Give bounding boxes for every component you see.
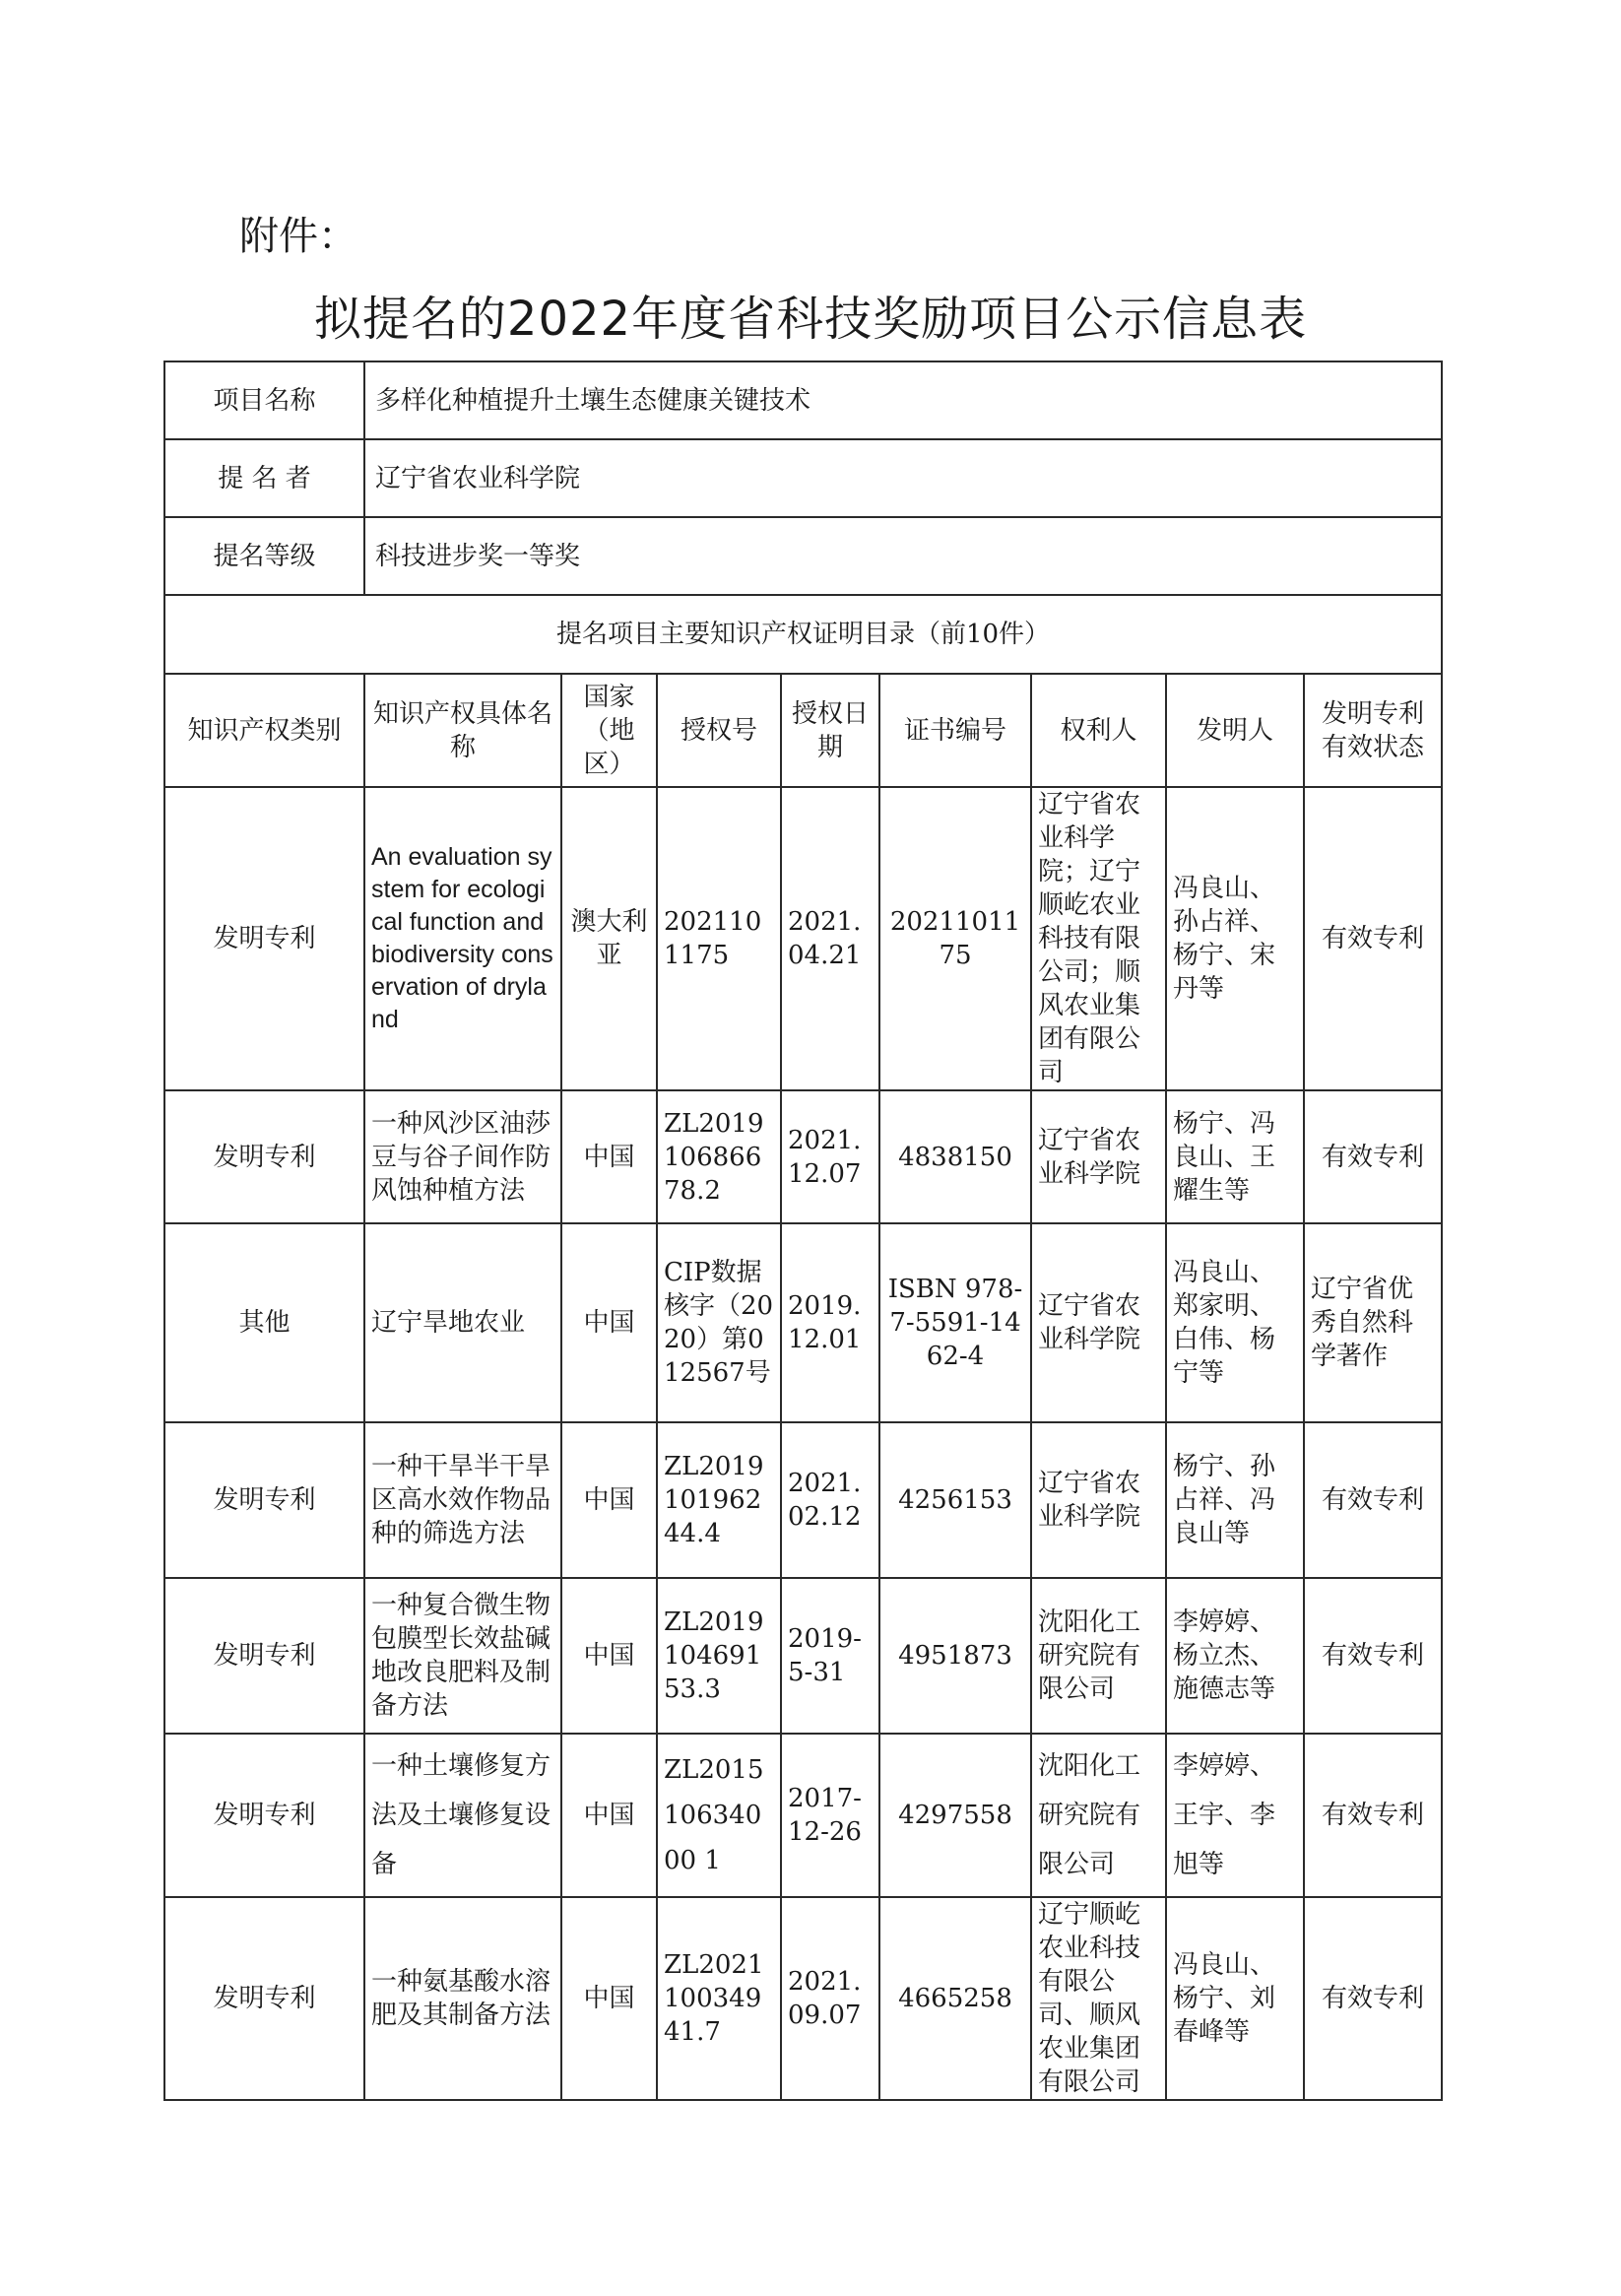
- status: 有效专利: [1304, 1897, 1442, 2100]
- inventors: 冯良山、郑家明、白伟、杨宁等: [1166, 1223, 1304, 1422]
- auth-date: 2021.04.21: [781, 787, 879, 1090]
- section-row: [164, 595, 1442, 674]
- status: 有效专利: [1304, 1090, 1442, 1223]
- ip-name: 一种风沙区油莎豆与谷子间作防风蚀种植方法: [364, 1090, 561, 1223]
- table-row: [164, 1223, 1442, 1422]
- info-row: [164, 361, 1442, 439]
- cert-number: 2021101175: [879, 787, 1031, 1090]
- column-header: 国家（地区）: [561, 674, 657, 787]
- inventors: 李婷婷、杨立杰、施德志等: [1166, 1578, 1304, 1734]
- owner: 沈阳化工研究院有限公司: [1031, 1578, 1166, 1734]
- inventors: 冯良山、杨宁、刘春峰等: [1166, 1897, 1304, 2100]
- info-value: 辽宁省农业科学院: [364, 439, 1442, 517]
- auth-number: ZL201910686678.2: [657, 1090, 781, 1223]
- info-label: 项目名称: [164, 361, 364, 439]
- country: 澳大利亚: [561, 787, 657, 1090]
- ip-type: 其他: [164, 1223, 364, 1422]
- auth-number: ZL201910196244.4: [657, 1422, 781, 1578]
- table-row: [164, 1090, 1442, 1223]
- table-row: [164, 787, 1442, 1090]
- auth-number: 2021101175: [657, 787, 781, 1090]
- status: 辽宁省优秀自然科学著作: [1304, 1223, 1442, 1422]
- auth-date: 2019-5-31: [781, 1578, 879, 1734]
- ip-type: 发明专利: [164, 1734, 364, 1897]
- column-header: 知识产权类别: [164, 674, 364, 787]
- column-header: 发明专利有效状态: [1304, 674, 1442, 787]
- info-row: [164, 439, 1442, 517]
- cert-number: 4256153: [879, 1422, 1031, 1578]
- info-row: [164, 517, 1442, 595]
- section-title: 提名项目主要知识产权证明目录（前10件）: [164, 595, 1442, 674]
- owner: 辽宁省农业科学院；辽宁顺屹农业科技有限公司；顺风农业集团有限公司: [1031, 787, 1166, 1090]
- info-label: 提 名 者: [164, 439, 364, 517]
- info-value: 科技进步奖一等奖: [364, 517, 1442, 595]
- cert-number: 4665258: [879, 1897, 1031, 2100]
- country: 中国: [561, 1223, 657, 1422]
- inventors: 杨宁、冯良山、王耀生等: [1166, 1090, 1304, 1223]
- info-value: 多样化种植提升土壤生态健康关键技术: [364, 361, 1442, 439]
- inventors: 杨宁、孙占祥、冯良山等: [1166, 1422, 1304, 1578]
- column-header: 知识产权具体名称: [364, 674, 561, 787]
- country: 中国: [561, 1090, 657, 1223]
- column-header: 证书编号: [879, 674, 1031, 787]
- page-title: 拟提名的2022年度省科技奖励项目公示信息表: [313, 292, 1308, 347]
- column-header: 权利人: [1031, 674, 1166, 787]
- country: 中国: [561, 1422, 657, 1578]
- owner: 沈阳化工研究院有限公司: [1031, 1734, 1166, 1897]
- status: 有效专利: [1304, 1578, 1442, 1734]
- auth-number: ZL202110034941.7: [657, 1897, 781, 2100]
- inventors: 李婷婷、王宇、李旭等: [1166, 1734, 1304, 1897]
- status: 有效专利: [1304, 1734, 1442, 1897]
- status: 有效专利: [1304, 1422, 1442, 1578]
- inventors: 冯良山、孙占祥、杨宁、宋丹等: [1166, 787, 1304, 1090]
- auth-date: 2021.09.07: [781, 1897, 879, 2100]
- ip-type: 发明专利: [164, 1578, 364, 1734]
- ip-name: 辽宁旱地农业: [364, 1223, 561, 1422]
- header-row: [164, 674, 1442, 787]
- auth-date: 2021.12.07: [781, 1090, 879, 1223]
- country: 中国: [561, 1897, 657, 2100]
- ip-type: 发明专利: [164, 1897, 364, 2100]
- auth-number: ZL201510634000 1: [657, 1734, 781, 1897]
- auth-number: CIP数据核字（2020）第012567号: [657, 1223, 781, 1422]
- auth-number: ZL201910469153.3: [657, 1578, 781, 1734]
- table-row: [164, 1897, 1442, 2100]
- info-table: [163, 361, 1443, 2101]
- table-row: [164, 1734, 1442, 1897]
- auth-date: 2021.02.12: [781, 1422, 879, 1578]
- attachment-label: 附件：: [239, 214, 357, 259]
- ip-type: 发明专利: [164, 787, 364, 1090]
- ip-name: An evaluation system for ecological function and biodiversity conservation of dryland: [364, 787, 561, 1090]
- auth-date: 2019.12.01: [781, 1223, 879, 1422]
- cert-number: ISBN 978-7-5591-1462-4: [879, 1223, 1031, 1422]
- country: 中国: [561, 1578, 657, 1734]
- cert-number: 4297558: [879, 1734, 1031, 1897]
- status: 有效专利: [1304, 787, 1442, 1090]
- ip-name: 一种氨基酸水溶肥及其制备方法: [364, 1897, 561, 2100]
- column-header: 发明人: [1166, 674, 1304, 787]
- country: 中国: [561, 1734, 657, 1897]
- column-header: 授权号: [657, 674, 781, 787]
- owner: 辽宁省农业科学院: [1031, 1422, 1166, 1578]
- cert-number: 4951873: [879, 1578, 1031, 1734]
- owner: 辽宁省农业科学院: [1031, 1090, 1166, 1223]
- ip-name: 一种复合微生物包膜型长效盐碱地改良肥料及制备方法: [364, 1578, 561, 1734]
- info-label: 提名等级: [164, 517, 364, 595]
- auth-date: 2017-12-26: [781, 1734, 879, 1897]
- column-header: 授权日期: [781, 674, 879, 787]
- ip-name: 一种土壤修复方法及土壤修复设备: [364, 1734, 561, 1897]
- ip-name: 一种干旱半干旱区高水效作物品种的筛选方法: [364, 1422, 561, 1578]
- table-row: [164, 1578, 1442, 1734]
- ip-type: 发明专利: [164, 1090, 364, 1223]
- owner: 辽宁顺屹农业科技有限公司、顺风农业集团有限公司: [1031, 1897, 1166, 2100]
- owner: 辽宁省农业科学院: [1031, 1223, 1166, 1422]
- ip-type: 发明专利: [164, 1422, 364, 1578]
- cert-number: 4838150: [879, 1090, 1031, 1223]
- table-row: [164, 1422, 1442, 1578]
